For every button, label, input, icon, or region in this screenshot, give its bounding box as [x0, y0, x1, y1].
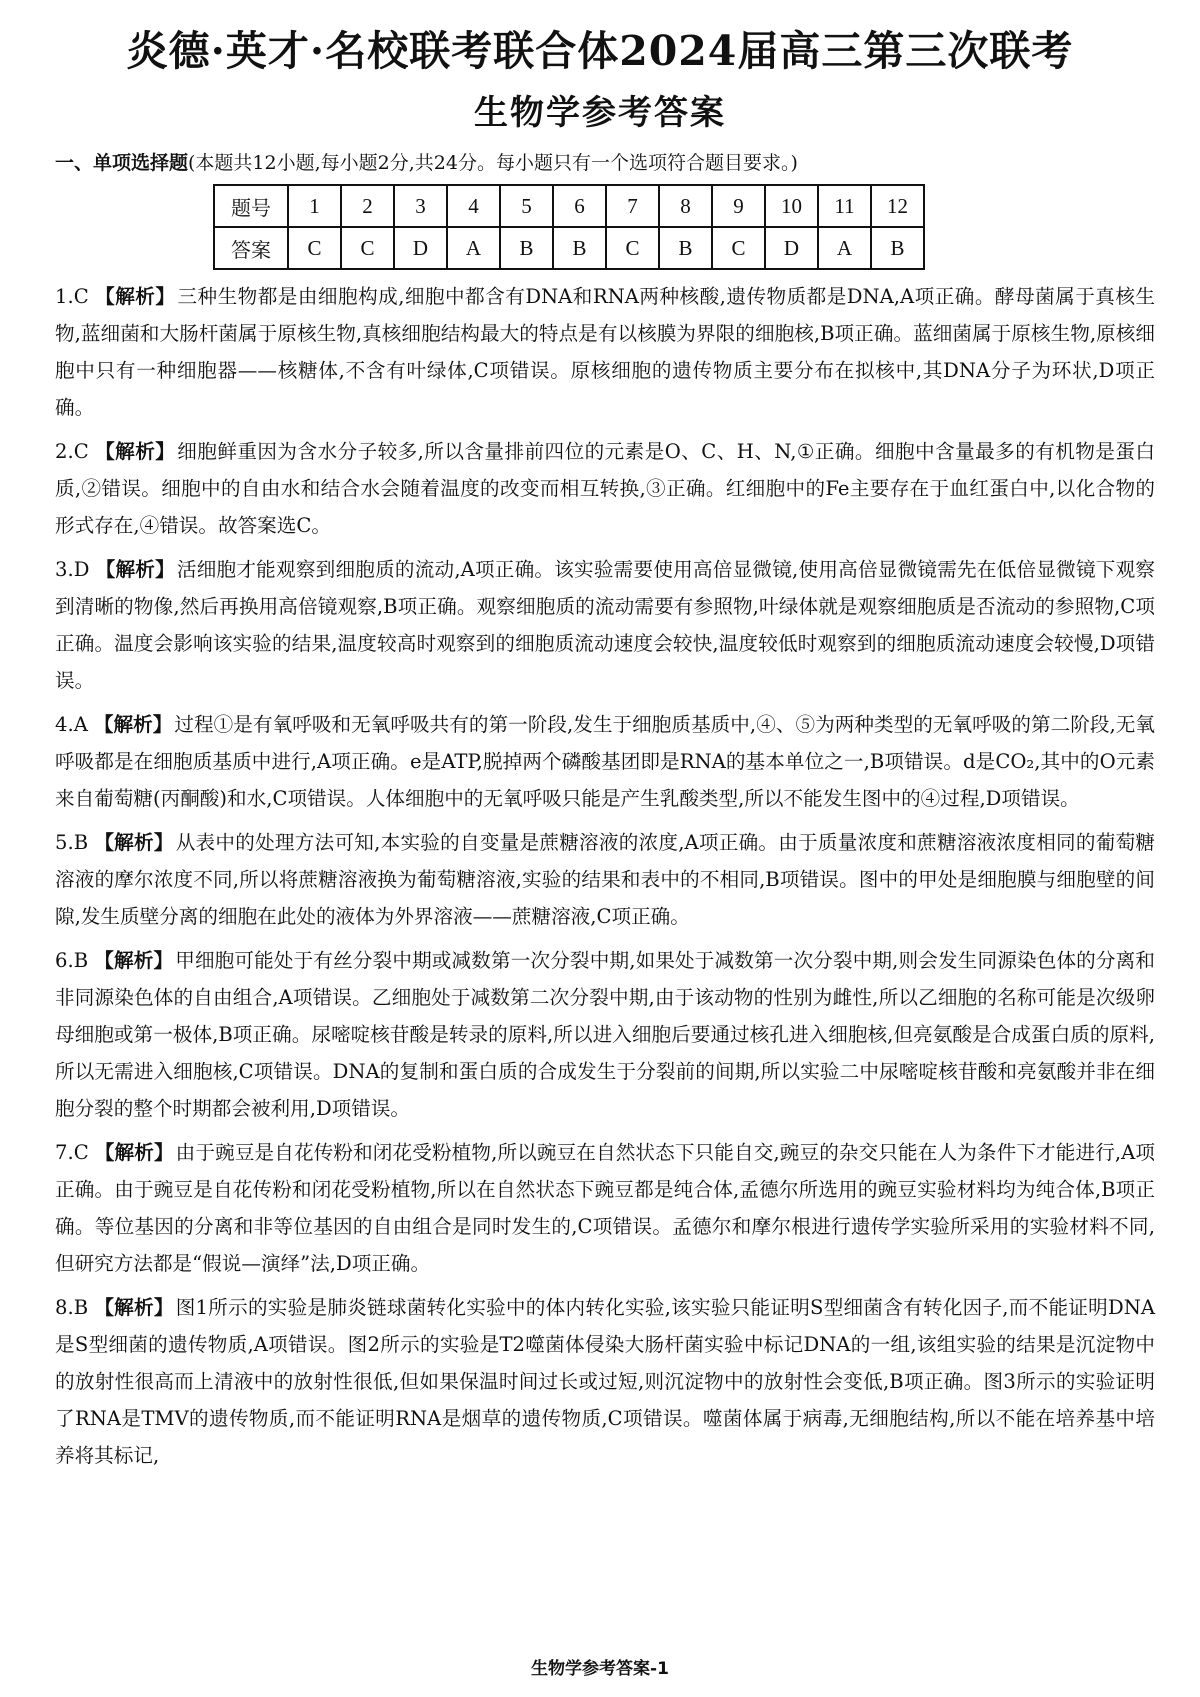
- page-footer: 生物学参考答案-1: [531, 1659, 669, 1679]
- question-number-cell: 1: [288, 185, 341, 227]
- row-header-answer: 答案: [214, 227, 288, 269]
- explanation-text: 从表中的处理方法可知,本实验的自变量是蔗糖溶液的浓度,A项正确。由于质量浓度和蔗糖溶液浓度相同的葡萄糖溶液的摩尔浓度不同,所以将蔗糖溶液换为葡萄糖溶液,实验的结果和表中的不相同,B项错误。图中的甲处是细胞膜与细胞壁的间隙,发生质壁分离的细胞在此处的液体为外界溶液——蔗糖溶液,C项正确。: [55, 831, 1156, 928]
- section-heading-label: 一、单项选择题: [55, 152, 189, 174]
- answer-cell: C: [712, 227, 765, 269]
- explanation-item: [55, 706, 1155, 817]
- answer-cell: C: [288, 227, 341, 269]
- row-header-number: 题号: [214, 185, 288, 227]
- answer-cell: D: [394, 227, 447, 269]
- explanation-text: 活细胞才能观察到细胞质的流动,A项正确。该实验需要使用高倍显微镜,使用高倍显微镜需先在低倍显微镜下观察到清晰的物像,然后再换用高倍镜观察,B项正确。观察细胞质的流动需要有参照物,叶绿体就是观察细胞质是否流动的参照物,C项正确。温度会影响该实验的结果,温度较高时观察到的细胞质流动速度会较快,温度较低时观察到的细胞质流动速度会较慢,D项错误。: [55, 558, 1155, 692]
- question-number-row: [214, 185, 924, 227]
- answer-cell: C: [606, 227, 659, 269]
- question-answer-label: 4.A: [55, 713, 88, 736]
- explanation-item: [55, 1289, 1155, 1474]
- analysis-tag: 【解析】: [94, 831, 174, 854]
- explanation-item: [55, 1134, 1155, 1282]
- explanation-item: [55, 942, 1155, 1127]
- answer-cell: A: [447, 227, 500, 269]
- explanation-text: 三种生物都是由细胞构成,细胞中都含有DNA和RNA两种核酸,遗传物质都是DNA,A项正确。酵母菌属于真核生物,蓝细菌和大肠杆菌属于原核生物,真核细胞结构最大的特点是有以核膜为界限的细胞核,B项正确。蓝细菌属于原核生物,原核细胞中只有一种细胞器——核糖体,不含有叶绿体,C项错误。原核细胞的遗传物质主要分布在拟核中,其DNA分子为环状,D项正确。: [55, 285, 1156, 419]
- answer-table: [213, 184, 925, 270]
- question-number-cell: 8: [659, 185, 712, 227]
- question-number-cell: 5: [500, 185, 553, 227]
- analysis-tag: 【解析】: [94, 949, 174, 972]
- answer-cell: B: [659, 227, 712, 269]
- analysis-tag: 【解析】: [94, 1141, 174, 1164]
- answer-cell: C: [341, 227, 394, 269]
- question-answer-label: 5.B: [55, 831, 89, 854]
- section-heading-instructions: (本题共12小题,每小题2分,共24分。每小题只有一个选项符合题目要求。): [188, 152, 798, 174]
- section-heading: [55, 148, 1165, 175]
- answer-cell: B: [553, 227, 606, 269]
- explanation-text: 图1所示的实验是肺炎链球菌转化实验中的体内转化实验,该实验只能证明S型细菌含有转化因子,而不能证明DNA是S型细菌的遗传物质,A项错误。图2所示的实验是T2噬菌体侵染大肠杆菌实验中标记DNA的一组,该组实验的结果是沉淀物中的放射性很高而上清液中的放射性很低,但如果保温时间过长或过短,则沉淀物中的放射性会变低,B项正确。图3所示的实验证明了RNA是TMV的遗传物质,而不能证明RNA是烟草的遗传物质,C项错误。噬菌体属于病毒,无细胞结构,所以不能在培养基中培养将其标记,: [55, 1296, 1155, 1467]
- answer-row: [214, 227, 924, 269]
- answer-cell: A: [818, 227, 871, 269]
- explanation-text: 过程①是有氧呼吸和无氧呼吸共有的第一阶段,发生于细胞质基质中,④、⑤为两种类型的无氧呼吸的第二阶段,无氧呼吸都是在细胞质基质中进行,A项正确。e是ATP,脱掉两个磷酸基团即是RNA的基本单位之一,B项错误。d是CO₂,其中的O元素来自葡萄糖(丙酮酸)和水,C项错误。人体细胞中的无氧呼吸只能是产生乳酸类型,所以不能发生图中的④过程,D项错误。: [55, 713, 1156, 810]
- explanation-text: 甲细胞可能处于有丝分裂中期或减数第一次分裂中期,如果处于减数第一次分裂中期,则会发生同源染色体的分离和非同源染色体的自由组合,A项错误。乙细胞处于减数第二次分裂中期,由于该动物的性别为雌性,所以乙细胞的名称可能是次级卵母细胞或第一极体,B项正确。尿嘧啶核苷酸是转录的原料,所以进入细胞后要通过核孔进入细胞核,但亮氨酸是合成蛋白质的原料,所以无需进入细胞核,C项错误。DNA的复制和蛋白质的合成发生于分裂前的间期,所以实验二中尿嘧啶核苷酸和亮氨酸并非在细胞分裂的整个时期都会被利用,D项错误。: [55, 949, 1155, 1120]
- exam-title: 炎德·英才·名校联考联合体2024届高三第三次联考: [126, 27, 1074, 75]
- analysis-tag: 【解析】: [93, 713, 173, 736]
- document-subtitle: 生物学参考答案: [474, 93, 726, 133]
- question-number-cell: 7: [606, 185, 659, 227]
- analysis-tag: 【解析】: [94, 285, 176, 308]
- question-number-cell: 6: [553, 185, 606, 227]
- analysis-tag: 【解析】: [94, 1296, 174, 1319]
- answer-cell: B: [871, 227, 924, 269]
- question-number-cell: 12: [871, 185, 924, 227]
- explanation-text: 由于豌豆是自花传粉和闭花受粉植物,所以豌豆在自然状态下只能自交,豌豆的杂交只能在人为条件下才能进行,A项正确。由于豌豆是自花传粉和闭花受粉植物,所以在自然状态下豌豆都是纯合体,孟德尔所选用的豌豆实验材料均为纯合体,B项正确。等位基因的分离和非等位基因的自由组合是同时发生的,C项错误。孟德尔和摩尔根进行遗传学实验所采用的实验材料不同,但研究方法都是“假说—演绎”法,D项正确。: [55, 1141, 1155, 1275]
- explanation-item: [55, 551, 1155, 699]
- question-answer-label: 8.B: [55, 1296, 89, 1319]
- question-number-cell: 3: [394, 185, 447, 227]
- question-number-cell: 9: [712, 185, 765, 227]
- analysis-tag: 【解析】: [95, 558, 175, 581]
- question-number-cell: 10: [765, 185, 818, 227]
- explanations-list: [55, 278, 1155, 1481]
- explanation-text: 细胞鲜重因为含水分子较多,所以含量排前四位的元素是O、C、H、N,①正确。细胞中含量最多的有机物是蛋白质,②错误。细胞中的自由水和结合水会随着温度的改变而相互转换,③正确。红细胞中的Fe主要存在于血红蛋白中,以化合物的形式存在,④错误。故答案选C。: [55, 440, 1155, 537]
- question-answer-label: 6.B: [55, 949, 89, 972]
- explanation-item: [55, 278, 1155, 426]
- explanation-item: [55, 433, 1155, 544]
- question-number-cell: 4: [447, 185, 500, 227]
- question-answer-label: 2.C: [55, 440, 89, 463]
- answer-cell: D: [765, 227, 818, 269]
- question-number-cell: 2: [341, 185, 394, 227]
- answer-cell: B: [500, 227, 553, 269]
- question-number-cell: 11: [818, 185, 871, 227]
- explanation-item: [55, 824, 1155, 935]
- question-answer-label: 3.D: [55, 558, 90, 581]
- question-answer-label: 7.C: [55, 1141, 89, 1164]
- analysis-tag: 【解析】: [94, 440, 176, 463]
- question-answer-label: 1.C: [55, 285, 89, 308]
